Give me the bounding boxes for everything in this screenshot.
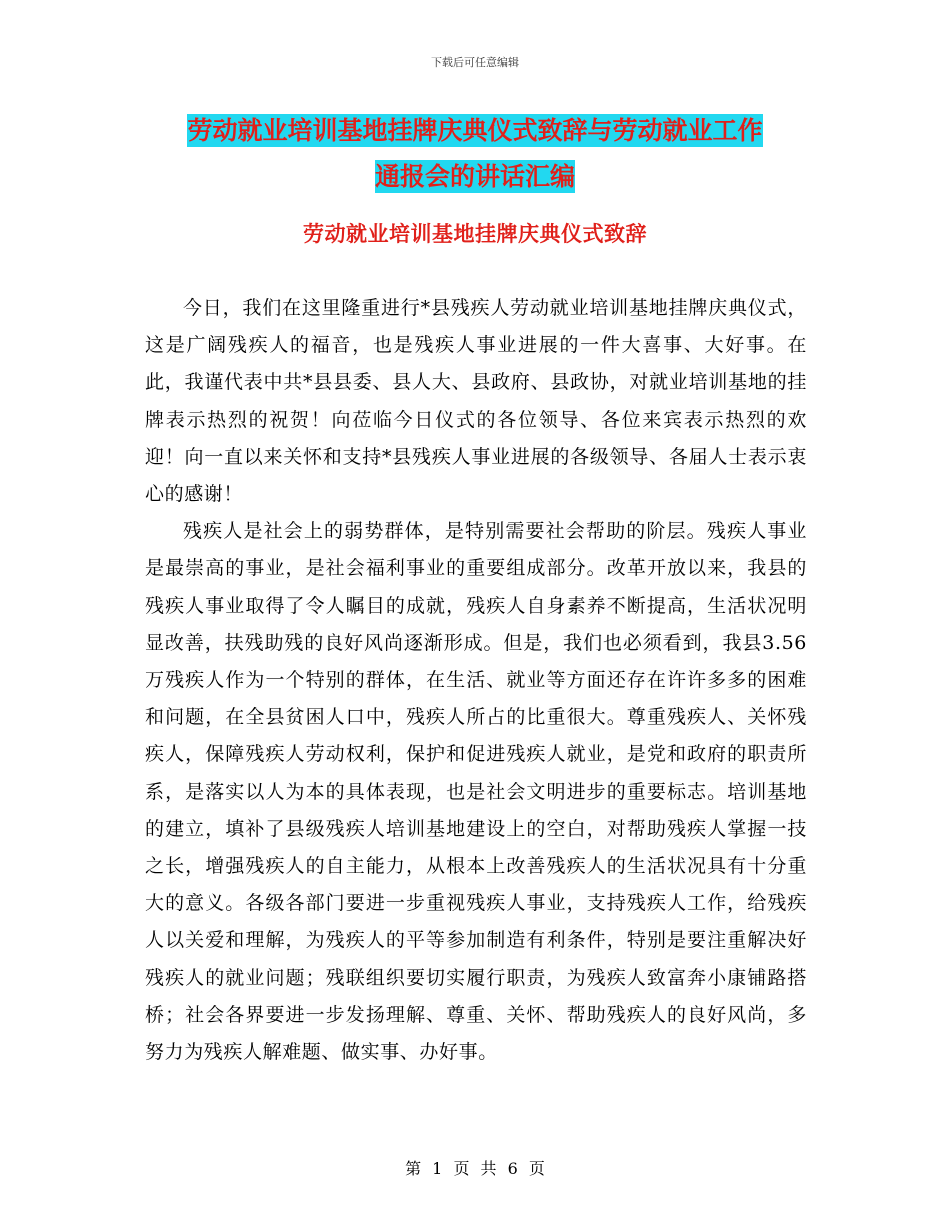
page-footer: 第 1 页 共 6 页	[405, 1159, 545, 1178]
paragraph-1: 今日，我们在这里隆重进行*县残疾人劳动就业培训基地挂牌庆典仪式，这是广阔残疾人的福音，也是残疾人事业进展的一件大喜事、大好事。在此，我谨代表中共*县县委、县人大、县政府、县政协，对就业培训基地的挂牌表示热烈的祝贺！向莅临今日仪式的各位领导、各位来宾表示热烈的欢迎！向一直以来关怀和支持*县残疾人事业进展的各级领导、各届人士表示衷心的感谢！	[145, 297, 807, 506]
section-title: 劳动就业培训基地挂牌庆典仪式致辞	[303, 221, 647, 246]
document-title-line-1: 劳动就业培训基地挂牌庆典仪式致辞与劳动就业工作	[187, 116, 763, 145]
document-title	[0, 108, 950, 200]
header-note: 下载后可任意编辑	[431, 56, 519, 69]
document-title-line-2: 通报会的讲话汇编	[374, 162, 575, 191]
paragraph-2: 残疾人是社会上的弱势群体，是特别需要社会帮助的阶层。残疾人事业是最崇高的事业，是社会福利事业的重要组成部分。改革开放以来，我县的残疾人事业取得了令人瞩目的成就，残疾人自身素养不断提高，生活状况明显改善，扶残助残的良好风尚逐渐形成。但是，我们也必须看到，我县3.56万残疾人作为一个特别的群体，在生活、就业等方面还存在许许多多的困难和问题，在全县贫困人口中，残疾人所占的比重很大。尊重残疾人、关怀残疾人，保障残疾人劳动权利，保护和促进残疾人就业，是党和政府的职责所系，是落实以人为本的具体表现，也是社会文明进步的重要标志。培训基地的建立，填补了县级残疾人培训基地建设上的空白，对帮助残疾人掌握一技之长，增强残疾人的自主能力，从根本上改善残疾人的生活状况具有十分重大的意义。各级各部门要进一步重视残疾人事业，支持残疾人工作，给残疾人以关爱和理解，为残疾人的平等参加制造有利条件，特别是要注重解决好残疾人的就业问题；残联组织要切实履行职责，为残疾人致富奔小康铺路搭桥；社会各界要进一步发扬理解、尊重、关怀、帮助残疾人的良好风尚，多努力为残疾人解难题、做实事、办好事。	[145, 520, 807, 1064]
body-text	[145, 290, 807, 1071]
